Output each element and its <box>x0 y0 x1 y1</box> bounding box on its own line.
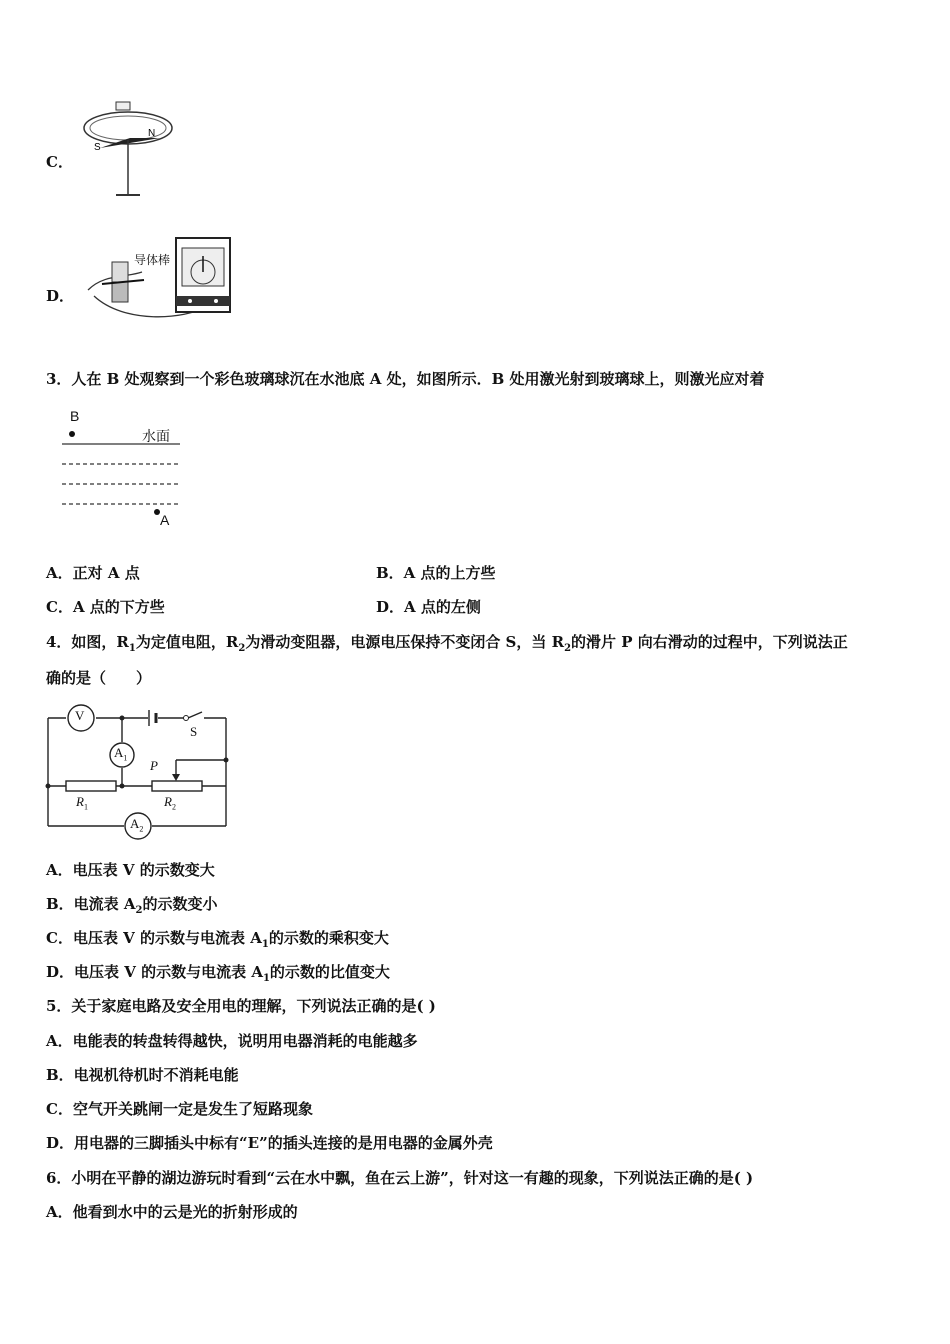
slider-p-label: P <box>150 758 158 773</box>
option-d-label: D． <box>46 287 75 305</box>
q3-point-b: B <box>70 408 80 424</box>
q4-option-c: C．电压表 V 的示数与电流表 $A_1$的示数的乘积变大 <box>46 929 389 950</box>
q6-option-a: A．他看到水中的云是光的折射形成的 <box>46 1203 298 1221</box>
q5-option-d: D．用电器的三脚插头中标有“E”的插头连接的是用电器的金属外壳 <box>46 1134 493 1152</box>
svg-text:N: N <box>148 128 156 139</box>
conductor-rod-label: 导体棒 <box>134 253 171 267</box>
q5-text: 5．关于家庭电路及安全用电的理解，下列说法正确的是( ) <box>46 997 436 1015</box>
q5-option-c: C．空气开关跳闸一定是发生了短路现象 <box>46 1100 313 1118</box>
q4-text-line2: 确的是（ ） <box>46 669 152 687</box>
resistor-r1-label: $R_1$ <box>76 794 88 812</box>
ammeter-a2-label: $A_2$ <box>130 816 144 834</box>
option-c-label: C． <box>46 153 73 171</box>
compass-coil-figure <box>78 98 178 202</box>
ammeter-a1-label: $A_1$ <box>114 745 128 763</box>
q4-option-d: D．电压表 V 的示数与电流表 $A_1$的示数的比值变大 <box>46 963 390 984</box>
switch-label: S <box>190 724 198 739</box>
q4-text-line1: 4．如图，$R_1$为定值电阻，$R_2$为滑动变阻器，电源电压保持不变闭合 S，当 $R_2$的滑片 P 向右滑动的过程中，下列说法正 <box>46 633 848 654</box>
q4-option-a: A．电压表 V 的示数变大 <box>46 861 215 879</box>
q4-option-b: B．电流表 $A_2$的示数变小 <box>46 895 218 916</box>
resistor-r2-label: $R_2$ <box>164 794 176 812</box>
q5-option-b: B．电视机待机时不消耗电能 <box>46 1066 239 1084</box>
q3-text: 3．人在 B 处观察到一个彩色玻璃球沉在水池底 A 处，如图所示．B 处用激光射到玻璃球上，则激光应对着 <box>46 370 765 388</box>
q3-option-c: C．A 点的下方些 <box>46 598 165 616</box>
q3-option-a: A．正对 A 点 <box>46 564 140 582</box>
q3-point-a: A <box>160 512 170 528</box>
q3-figure <box>56 408 186 530</box>
q5-option-a: A．电能表的转盘转得越快，说明用电器消耗的电能越多 <box>46 1032 418 1050</box>
q4-circuit-figure <box>44 700 234 842</box>
q3-option-b: B．A 点的上方些 <box>376 564 496 582</box>
q6-text: 6．小明在平静的湖边游玩时看到“云在水中飘，鱼在云上游”，针对这一有趣的现象，下列说法正确的是( ) <box>46 1169 754 1187</box>
voltmeter-label: V <box>75 708 85 723</box>
svg-text:S: S <box>94 142 101 153</box>
q3-option-d: D．A 点的左侧 <box>376 598 481 616</box>
q3-water-surface: 水面 <box>142 429 170 445</box>
